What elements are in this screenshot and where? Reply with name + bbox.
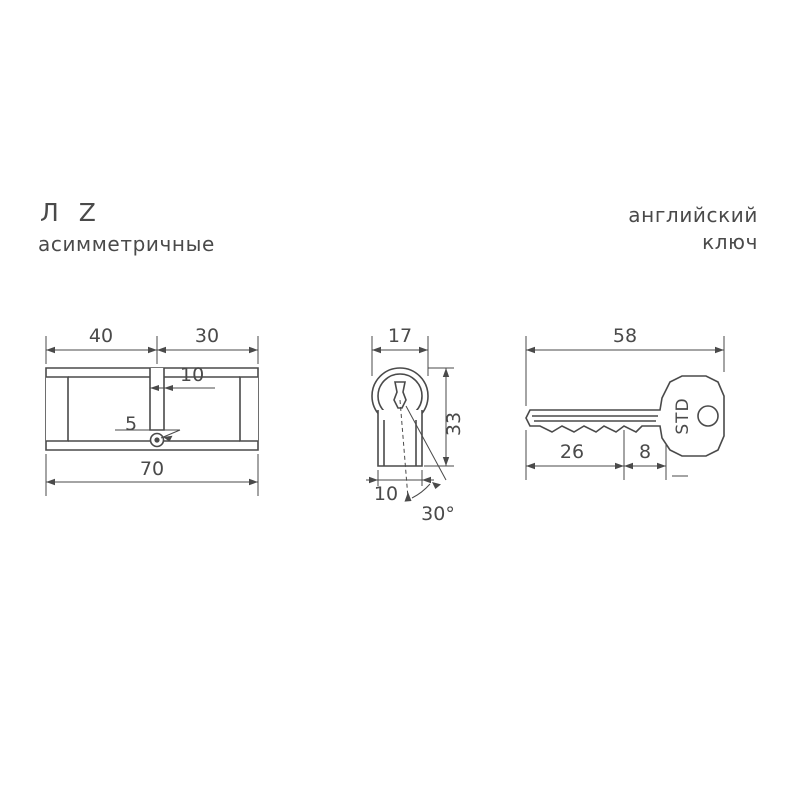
right-subtitle: ключ — [702, 230, 758, 254]
dim-angle: 30° — [421, 503, 455, 525]
right-title: английский — [628, 203, 758, 227]
dim-screw-hole: 5 — [124, 413, 138, 435]
dim-key-bow: 8 — [638, 441, 652, 463]
cylinder-side-view — [30, 320, 310, 570]
key-view — [510, 320, 760, 520]
cylinder-front-view — [350, 320, 500, 570]
dim-body-width: 17 — [387, 325, 413, 347]
dim-body-height: 33 — [443, 411, 465, 437]
dim-left-segment: 40 — [88, 325, 114, 347]
dim-total-length: 70 — [139, 458, 165, 480]
key-bow-text: STD — [673, 397, 693, 435]
dim-cam-width: 10 — [180, 364, 205, 386]
dim-key-total: 58 — [612, 325, 638, 347]
dim-keyway-width: 10 — [373, 483, 399, 505]
dim-right-segment: 30 — [194, 325, 220, 347]
left-subtitle: асимметричные — [38, 232, 215, 256]
left-title: Л Z — [40, 198, 102, 227]
dim-key-blade: 26 — [559, 441, 585, 463]
